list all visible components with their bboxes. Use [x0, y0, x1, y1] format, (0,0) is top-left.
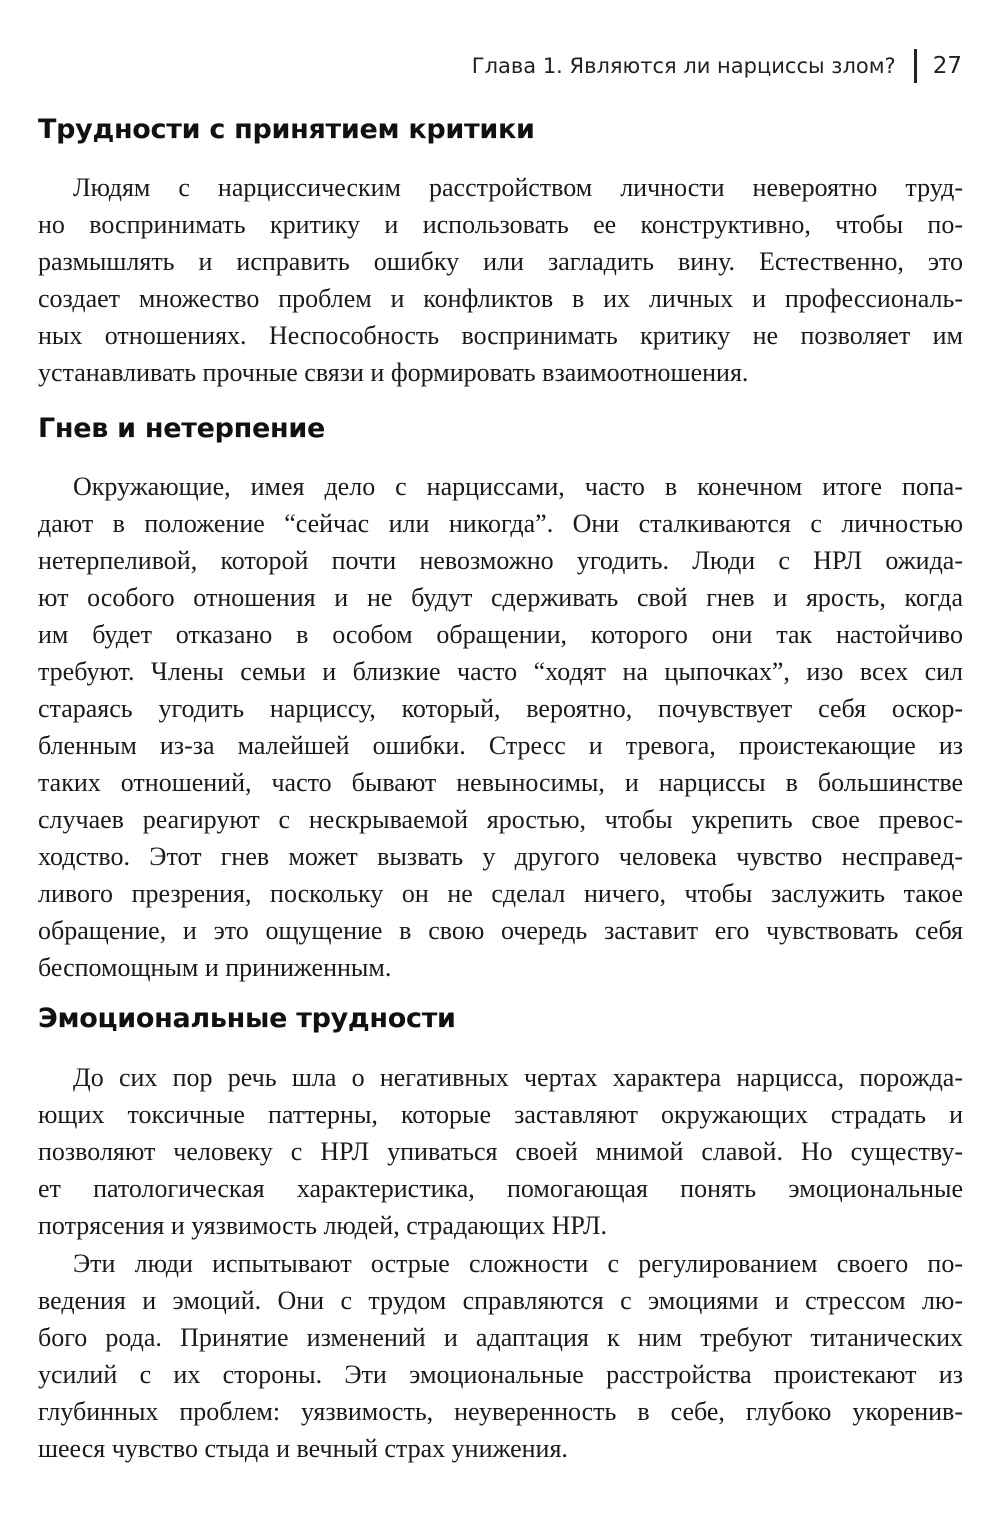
text-line: Окружающие, имея дело с нарциссами, часто в конечном итоге попа-	[73, 472, 963, 501]
text-line: шееся чувство стыда и вечный страх унижения.	[38, 1434, 568, 1463]
text-line: ведения и эмоций. Они с трудом справляются с эмоциями и стрессом лю-	[38, 1286, 963, 1315]
text-line: До сих пор речь шла о негативных чертах характера нарцисса, порожда-	[73, 1063, 963, 1092]
paragraph	[38, 169, 963, 391]
text-line: ных отношениях. Неспособность воспринимать критику не позволяет им	[38, 321, 963, 350]
text-line: требуют. Члены семьи и близкие часто “ходят на цыпочках”, изо всех сил	[38, 657, 963, 686]
section-heading: Эмоциональные трудности	[38, 1003, 456, 1034]
text-line: потрясения и уязвимость людей, страдающих НРЛ.	[38, 1211, 608, 1240]
text-line: глубинных проблем: уязвимость, неуверенность в себе, глубоко укоренив-	[38, 1397, 963, 1426]
text-line: размышлять и исправить ошибку или загладить вину. Естественно, это	[38, 247, 963, 276]
text-line: случаев реагируют с нескрываемой яростью, чтобы укрепить свое превос-	[38, 805, 963, 834]
text-line: позволяют человеку с НРЛ упиваться своей мнимой славой. Но существу-	[38, 1137, 963, 1166]
text-line: им будет отказано в особом обращении, которого они так настойчиво	[38, 620, 963, 649]
chapter-title: Глава 1. Являются ли нарциссы злом?	[471, 54, 896, 78]
text-line: бленным из-за малейшей ошибки. Стресс и тревога, проистекающие из	[38, 731, 963, 760]
text-line: устанавливать прочные связи и формировать взаимоотношения.	[38, 358, 749, 387]
text-line: создает множество проблем и конфликтов в их личных и профессиональ-	[38, 284, 963, 313]
text-line: нетерпеливой, которой почти невозможно угодить. Люди с НРЛ ожида-	[38, 546, 963, 575]
header-divider	[914, 49, 917, 83]
text-line: Людям с нарциссическим расстройством личности невероятно труд-	[73, 173, 963, 202]
text-line: беспомощным и приниженным.	[38, 953, 392, 982]
text-line: ет патологическая характеристика, помогающая понять эмоциональные	[38, 1174, 963, 1203]
text-line: ходство. Этот гнев может вызвать у другого человека чувство несправед-	[38, 842, 963, 871]
paragraph	[38, 1245, 963, 1467]
paragraph	[38, 1059, 963, 1244]
running-header	[472, 48, 962, 84]
section-heading: Гнев и нетерпение	[38, 413, 325, 444]
text-line: стараясь угодить нарциссу, который, вероятно, почувствует себя оскор-	[38, 694, 963, 723]
page-number: 27	[932, 53, 962, 79]
text-line: усилий с их стороны. Эти эмоциональные расстройства проистекают из	[38, 1360, 963, 1389]
text-line: обращение, и это ощущение в свою очередь заставит его чувствовать себя	[38, 916, 963, 945]
text-line: ливого презрения, поскольку он не сделал ничего, чтобы заслужить такое	[38, 879, 963, 908]
text-line: ющих токсичные паттерны, которые заставляют окружающих страдать и	[38, 1100, 963, 1129]
text-line: дают в положение “сейчас или никогда”. Они сталкиваются с личностью	[38, 509, 963, 538]
text-line: бого рода. Принятие изменений и адаптация к ним требуют титанических	[38, 1323, 963, 1352]
text-line: Эти люди испытывают острые сложности с регулированием своего по-	[73, 1249, 963, 1278]
paragraph	[38, 468, 963, 986]
text-line: но воспринимать критику и использовать ее конструктивно, чтобы по-	[38, 210, 963, 239]
section-heading: Трудности с принятием критики	[38, 114, 535, 145]
text-line: ют особого отношения и не будут сдерживать свой гнев и ярость, когда	[38, 583, 963, 612]
text-line: таких отношений, часто бывают невыносимы, и нарциссы в большинстве	[38, 768, 963, 797]
